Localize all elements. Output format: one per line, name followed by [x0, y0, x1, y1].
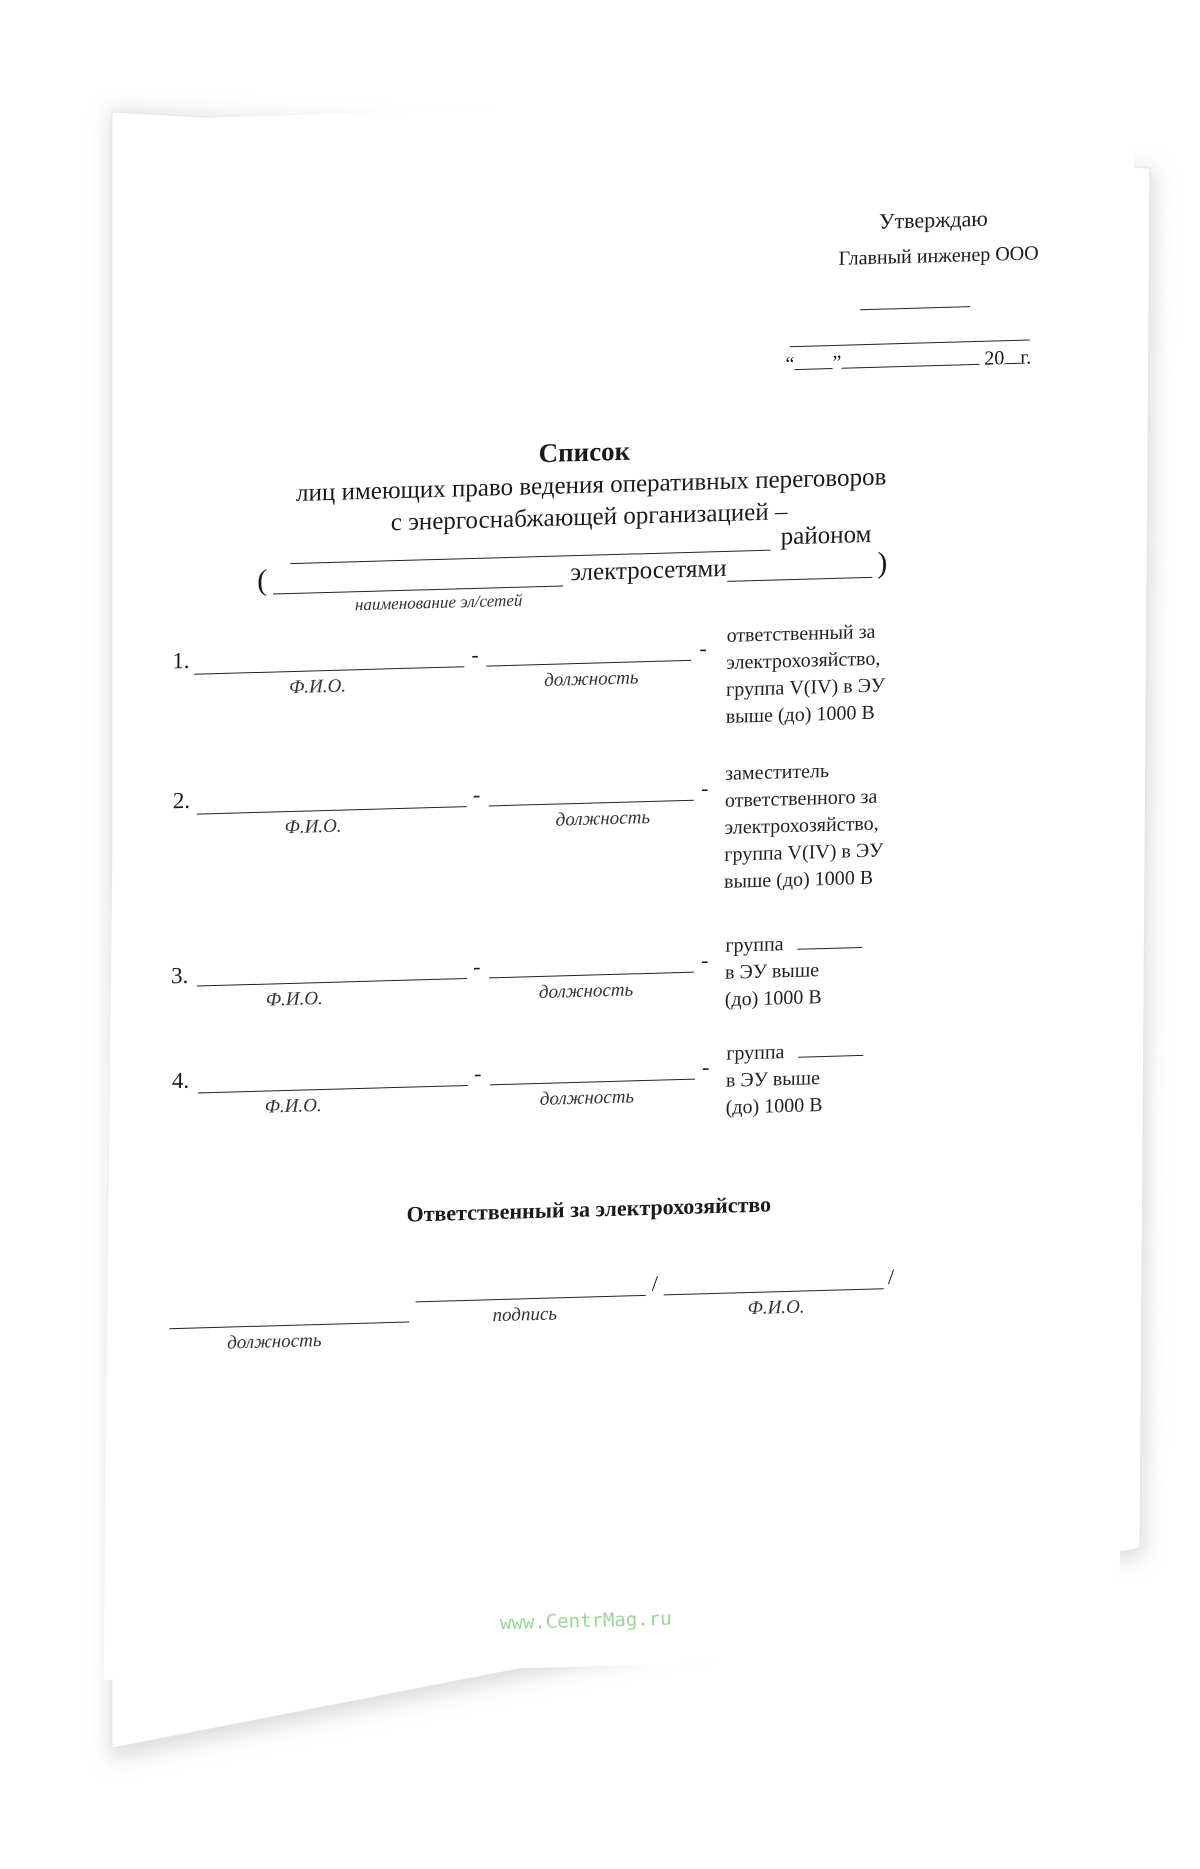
entry-name-caption: Ф.И.О.	[284, 815, 342, 839]
entry-note	[724, 756, 884, 895]
entry-note	[726, 618, 886, 730]
entry-note-line: (до) 1000 В	[725, 1094, 823, 1119]
entry-number: 3.	[170, 962, 189, 989]
entry-position-caption: должность	[538, 979, 634, 1003]
date-day-blank[interactable]	[794, 368, 832, 370]
entry-note-line: в ЭУ выше	[725, 1067, 821, 1092]
entry-note	[725, 929, 863, 1014]
entry-name-blank[interactable]	[194, 666, 464, 675]
signature-sign-caption: подпись	[492, 1303, 558, 1327]
date-quote-open: “	[785, 353, 795, 376]
networks-extra-blank[interactable]	[727, 577, 872, 582]
group-blank[interactable]	[798, 947, 863, 950]
date-quote-close: ”	[832, 351, 842, 375]
entry-name-blank[interactable]	[197, 978, 467, 987]
signature-name-caption: Ф.И.О.	[747, 1296, 805, 1320]
entry-position-caption: должность	[544, 667, 639, 691]
entry-name-caption: Ф.И.О.	[288, 675, 347, 699]
signature-heading: Ответственный за электрохозяйство	[406, 1191, 772, 1227]
district-label: районом	[780, 520, 872, 551]
entry-position-blank[interactable]	[490, 1079, 695, 1086]
entry-position-caption: должность	[555, 806, 651, 831]
title-line-2: с энергоснабжающей организацией –	[390, 498, 788, 537]
entry-note-line: в ЭУ выше	[724, 959, 820, 984]
entry-note-line: выше (до) 1000 В	[725, 701, 875, 728]
entry-note-line: заместитель	[725, 759, 830, 785]
signature-slash-2: /	[887, 1263, 895, 1290]
entry-position-caption: должность	[539, 1086, 635, 1110]
signature-position-caption: должность	[227, 1329, 322, 1354]
signature-position-blank[interactable]	[169, 1321, 409, 1329]
signature-name-blank[interactable]	[664, 1288, 884, 1295]
entry-note-line: электрохозяйство,	[726, 647, 881, 674]
networks-label: электросетями	[570, 554, 727, 587]
title-line-1: лиц имеющих право ведения оперативных переговоров	[295, 463, 887, 507]
entry-position-blank[interactable]	[489, 972, 694, 979]
entry-position-blank[interactable]	[486, 660, 691, 667]
entry-dash: -	[473, 1060, 482, 1086]
entry-note-line: выше (до) 1000 В	[723, 866, 874, 893]
entry-note-line: электрохозяйство,	[724, 812, 879, 839]
close-paren: )	[877, 546, 888, 580]
document-title: Список	[538, 435, 631, 469]
open-paren: (	[257, 563, 268, 598]
networks-caption: наименование эл/сетей	[354, 590, 523, 615]
entry-note-line: группа V(IV) в ЭУ	[725, 674, 886, 701]
group-blank[interactable]	[798, 1055, 863, 1058]
entry-note-line: ответственный за	[726, 620, 876, 647]
date-year: 20	[984, 347, 1005, 370]
entry-note-line: ответственного за	[724, 785, 878, 812]
date-suffix: г.	[1020, 346, 1032, 369]
entry-number: 2.	[172, 787, 191, 814]
entry-dash: -	[471, 641, 479, 667]
entry-dash-2: -	[701, 947, 709, 973]
approval-signature-line[interactable]	[790, 340, 1030, 348]
entry-position-blank[interactable]	[489, 800, 694, 807]
entry-note-line: группа V(IV) в ЭУ	[724, 839, 884, 866]
entry-dash: -	[472, 781, 481, 807]
date-line	[785, 346, 1031, 376]
entry-name-blank[interactable]	[198, 1085, 468, 1094]
entry-dash-2: -	[699, 635, 707, 661]
date-month-blank[interactable]	[841, 364, 979, 369]
approval-position: Главный инженер ООО	[838, 242, 1039, 270]
entry-name-caption: Ф.И.О.	[265, 988, 323, 1011]
entry-number: 4.	[171, 1067, 190, 1094]
entry-dash-2: -	[701, 1054, 710, 1080]
entry-note-line: группа	[726, 1041, 785, 1065]
date-year-blank[interactable]	[1004, 363, 1020, 364]
document-page	[104, 92, 1136, 1680]
entry-number: 1.	[172, 647, 190, 674]
signature-sign-blank[interactable]	[416, 1295, 646, 1302]
watermark-text: www.CentrMag.ru	[499, 1607, 672, 1635]
entry-name-blank[interactable]	[197, 806, 467, 815]
entry-note-line: (до) 1000 В	[724, 986, 822, 1011]
entry-note	[726, 1037, 864, 1122]
signature-slash-1: /	[651, 1270, 659, 1296]
approval-label: Утверждаю	[878, 205, 988, 234]
entry-name-caption: Ф.И.О.	[264, 1095, 322, 1118]
approval-blank-line[interactable]	[860, 306, 970, 310]
entry-dash-2: -	[700, 775, 709, 801]
entry-note-line: группа	[725, 933, 784, 957]
entry-dash: -	[473, 953, 481, 979]
